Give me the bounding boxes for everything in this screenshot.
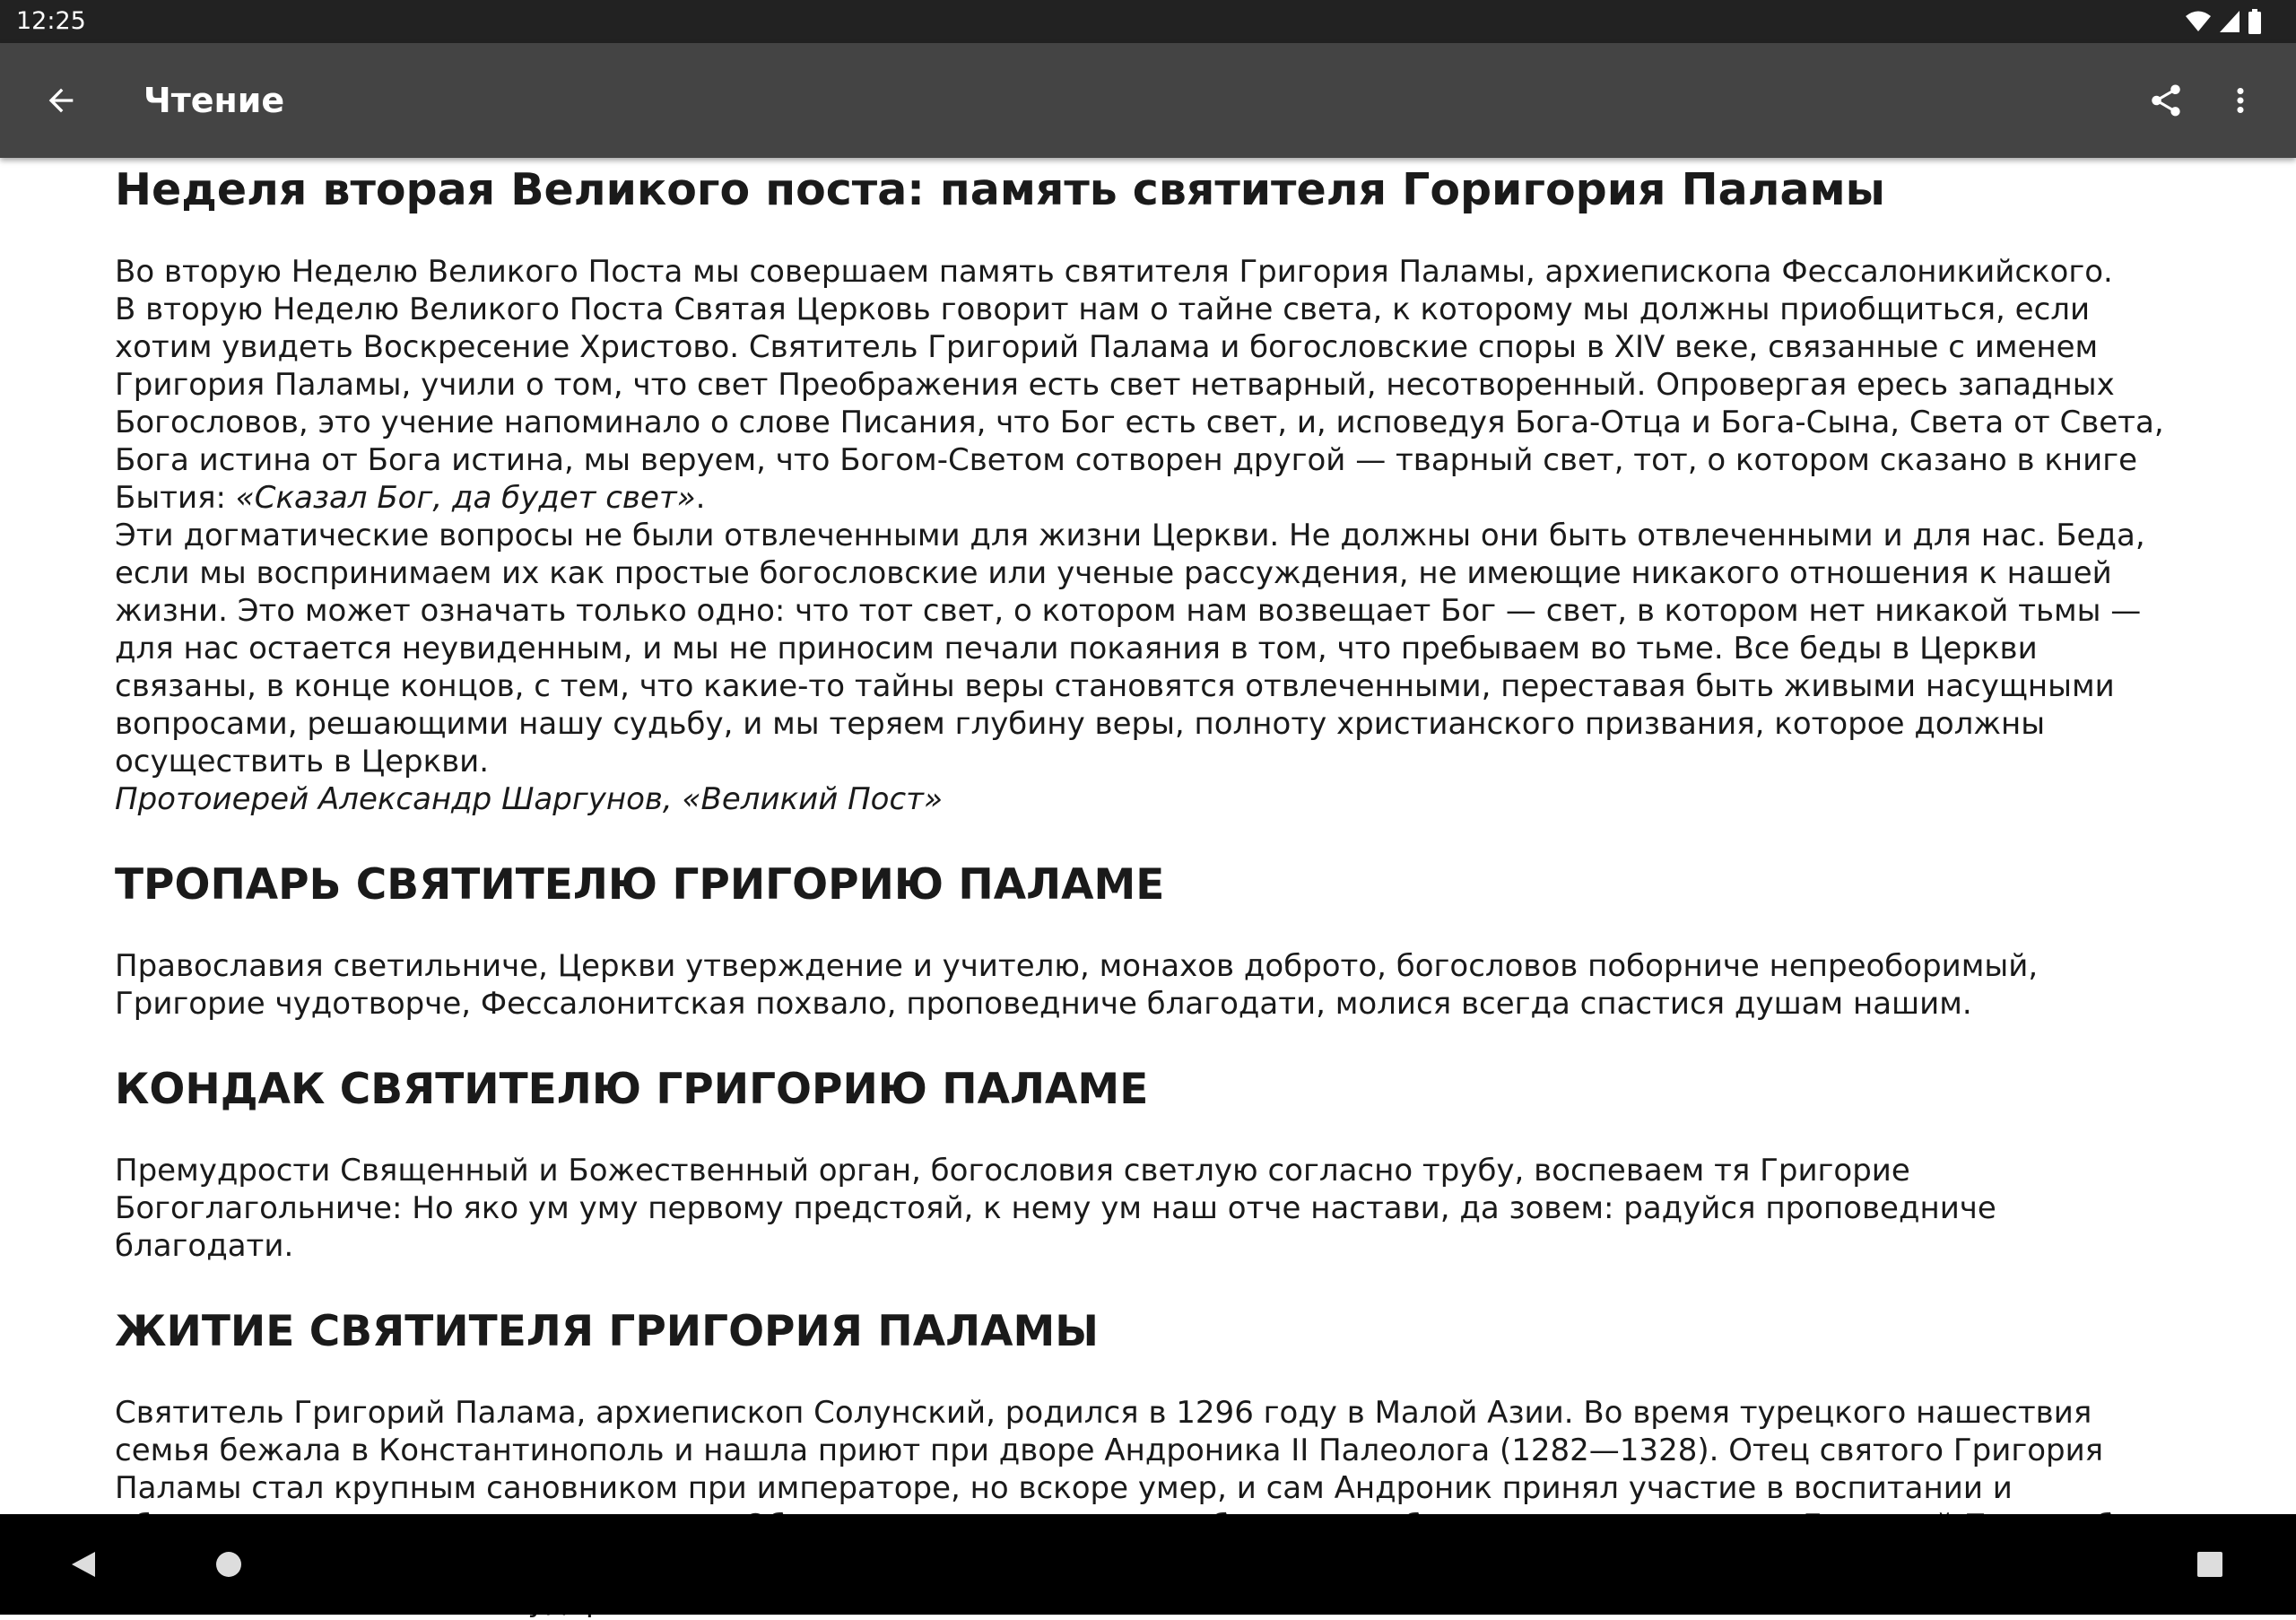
intro-paragraph-3: Эти догматические вопросы не были отвлеченными для жизни Церкви. Не должны они быть отвлеченными и для нас. Беда, если мы воспринимаем их как простые богословские или ученые рассуждения, не имеющие никакого отношения к нашей жизни. Это может означать только одно: что тот свет, о котором нам возвещает Бог — свет, в котором нет никакой тьмы — для нас остается неувиденным, и мы не приносим печали покаяния в том, что пребываем во тьме. Все беды в Церкви связаны, в конце концов, с тем, что какие-то тайны веры становятся отвлеченными, переставая быть живыми насущными вопросами, решающими нашу судьбу, и мы теряем глубину веры, полноту христианского призвания, которое должны осуществить в Церкви. [115,518,2145,780]
nav-home-circle-icon[interactable] [215,1546,251,1582]
app-bar-title: Чтение [144,81,285,120]
app-bar [0,43,2296,158]
genesis-quote: «Сказал Бог, да будет свет» [235,480,696,516]
nav-back-triangle-icon[interactable] [66,1546,102,1582]
section-heading-life: ЖИТИЕ СВЯТИТЕЛЯ ГРИГОРИЯ ПАЛАМЫ [115,1307,1099,1356]
arrow-back-icon [43,83,79,118]
reading-content[interactable] [0,158,2296,1514]
system-navigation-bar [0,1514,2296,1615]
attribution-text: Протоиерей Александр Шаргунов, «Великий Пост» [115,781,943,817]
intro-paragraph-2-text: В вторую Неделю Великого Поста Святая Церковь говорит нам о тайне света, к которому мы должны приобщиться, если хотим увидеть Воскресение Христово. Святитель Григорий Палама и богословские споры в XIV веке, связанные с именем Григория Паламы, учили о том, что свет Преображения есть свет нетварный, несотворенный. Опровергая ересь западных Богословов, это учение напоминало о слове Писания, что Бог есть свет, и, исповедуя Бога-Отца и Бога-Сына, Света от Света, Бога истина от Бога истина, мы веруем, что Богом-Светом сотворен другой — тварный свет, тот, о котором сказано в книге Бытия: [115,292,2164,516]
article-title: Неделя вторая Великого поста: память святителя Горигория Паламы [115,164,1885,215]
more-vertical-icon [2222,82,2259,119]
share-icon [2147,82,2185,119]
status-icons [2185,9,2262,34]
intro-paragraph-1: Во вторую Неделю Великого Поста мы совершаем память святителя Григория Паламы, архиепископа Фессалоникийского. [115,254,2113,290]
section-text-kontakion: Премудрости Священный и Божественный орган, богословия светлую согласно трубу, воспеваем тя Григорие Богоглагольниче: Но яко ум уму первому предстояй, к нему ум наш отче настави, да зовем: радуйся проповедниче благодати. [115,1153,1996,1264]
back-button[interactable] [38,77,84,124]
share-button[interactable] [2143,77,2189,124]
battery-icon [2248,9,2262,34]
nav-recents-square-icon[interactable] [2194,1546,2230,1582]
section-text-troparion: Православия светильниче, Церкви утверждение и учителю, монахов доброто, богословов поборниче непреоборимый, Григорие чудотворче, Фессалонитская похвало, проповедниче благодати, молися всегда спастися душам нашим. [115,948,2039,1022]
more-options-button[interactable] [2217,77,2264,124]
wifi-icon [2185,10,2212,33]
article [115,161,2178,1620]
status-time: 12:25 [16,7,86,35]
intro-paragraph-2 [115,291,2178,517]
section-text-life: Святитель Григорий Палама, архиепископ Солунский, родился в 1296 году в Малой Азии. Во время турецкого нашествия семья бежала в Константинополь и нашла приют при дворе Андроника II Палеолога (1282—1328). Отец святого Григория Паламы стал крупным сановником при императоре, но вскоре умер, и сам Андроник принял участие в воспитании и [115,1395,2104,1506]
section-heading-kontakion: КОНДАК СВЯТИТЕЛЮ ГРИГОРИЮ ПАЛАМЕ [115,1065,1149,1114]
cellular-signal-icon [2219,10,2240,33]
intro-paragraph-2-end: . [695,480,706,516]
attribution [115,780,2178,818]
status-bar [0,0,2296,43]
section-heading-troparion: ТРОПАРЬ СВЯТИТЕЛЮ ГРИГОРИЮ ПАЛАМЕ [115,860,1165,910]
